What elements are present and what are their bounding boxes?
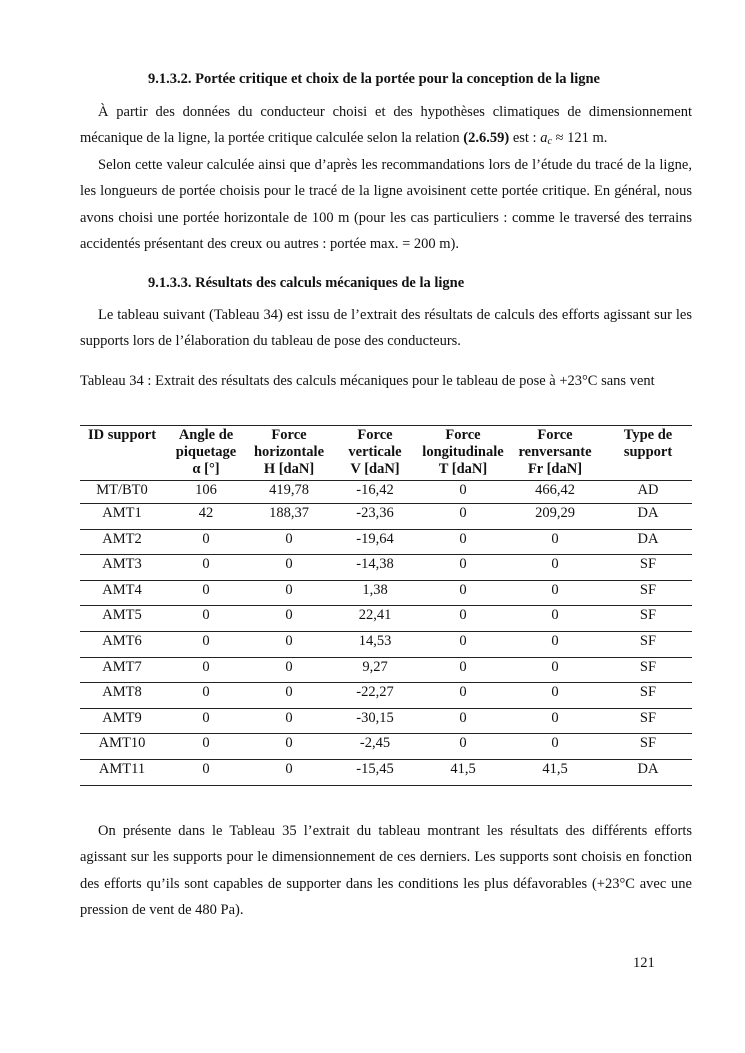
table-row [80,504,692,530]
table-cell: AMT3 [80,555,164,581]
table-row [80,631,692,657]
table-cell: -15,45 [330,759,420,785]
table-cell: 0 [506,631,604,657]
header-line: T [daN] [438,461,488,477]
table-row [80,555,692,581]
table-cell: 0 [248,657,330,683]
table-body [80,481,692,786]
header-line: Type de [623,427,673,443]
paragraph-critical-span [80,99,692,156]
table-cell: 0 [420,734,506,760]
table-cell: 0 [248,529,330,555]
table-row [80,657,692,683]
table-header-row [80,426,692,481]
table-cell: 0 [164,734,248,760]
table-cell: AMT10 [80,734,164,760]
table-cell: 0 [164,759,248,785]
paragraph-text: est : [509,130,541,147]
table-cell: 0 [248,734,330,760]
table-row [80,734,692,760]
table-cell: 41,5 [506,759,604,785]
table-cell: 0 [420,683,506,709]
table-cell: -16,42 [330,481,420,504]
table-cell: 0 [248,580,330,606]
table-cell: AMT8 [80,683,164,709]
table-cell: 106 [164,481,248,504]
table-cell: AMT6 [80,631,164,657]
table-cell: 0 [420,481,506,504]
table-cell: 0 [164,606,248,632]
table-cell: SF [604,683,692,709]
table-row [80,606,692,632]
header-line: Force [537,427,573,443]
table-cell: 0 [164,555,248,581]
table-cell: SF [604,631,692,657]
header-line: ID support [87,427,157,443]
header-line: longitudinale [422,444,504,460]
paragraph-span-choice [80,152,692,258]
table-cell: SF [604,657,692,683]
table-cell: 0 [164,631,248,657]
table-cell: 1,38 [330,580,420,606]
table-cell: 0 [164,708,248,734]
table-cell: 0 [420,708,506,734]
table-cell: 42 [164,504,248,530]
table-cell: 0 [248,708,330,734]
table-cell: 9,27 [330,657,420,683]
table-header-cell [604,426,692,481]
table-cell: 0 [506,555,604,581]
header-line: Fr [daN] [527,461,583,477]
header-line: support [623,444,673,460]
header-line: verticale [348,444,402,460]
paragraph-table-35 [80,818,692,924]
equation-reference: (2.6.59) [463,130,510,147]
variable-subscript: c [547,136,552,148]
table-cell: 0 [506,580,604,606]
table-cell: AD [604,481,692,504]
table-cell: DA [604,759,692,785]
header-line: horizontale [253,444,325,460]
header-line: Angle de [178,427,234,443]
table-cell: SF [604,734,692,760]
table-cell: MT/BT0 [80,481,164,504]
table-cell: DA [604,529,692,555]
table-cell: AMT2 [80,529,164,555]
table-cell: AMT7 [80,657,164,683]
table-cell: 0 [248,606,330,632]
paragraph-text: Selon cette valeur calculée ainsi que d’après les recommandations lors de l’étude du tracé de la ligne, les longueurs de portée choisis pour le tracé de la ligne avoisinent cette portée critique. En général, nous avons choisi une portée horizontale de 100 m (pour les cas particuliers : comme le traversé des terrains accidentés présentant des creux ou autres : portée max. = 200 m). [80,157,692,253]
section-heading-9-1-3-3: 9.1.3.3. Résultats des calculs mécaniques de la ligne [148,275,465,291]
mechanical-results-table [80,425,692,786]
section-heading-9-1-3-2: 9.1.3.2. Portée critique et choix de la portée pour la conception de la ligne [148,71,600,87]
table-cell: -22,27 [330,683,420,709]
table-cell: -2,45 [330,734,420,760]
table-cell: -14,38 [330,555,420,581]
header-line: α [°] [192,461,220,477]
table-cell: -30,15 [330,708,420,734]
table-row [80,708,692,734]
table-header-cell [80,426,164,481]
table-cell: DA [604,504,692,530]
table-cell: AMT1 [80,504,164,530]
table-cell: 0 [420,657,506,683]
table-cell: AMT9 [80,708,164,734]
header-line: piquetage [175,444,237,460]
table-cell: 41,5 [420,759,506,785]
table-cell: 0 [248,555,330,581]
header-line: Force [271,427,307,443]
table-cell: -19,64 [330,529,420,555]
header-line: V [daN] [350,461,400,477]
table-cell: 0 [164,580,248,606]
paragraph-text: Le tableau suivant (Tableau 34) est issu de l’extrait des résultats de calculs des efforts agissant sur les supports lors de l’élaboration du tableau de pose des conducteurs. [80,307,692,350]
header-line: Force [445,427,481,443]
table-row [80,759,692,785]
variable-a: a [540,130,548,147]
table-cell: 0 [164,683,248,709]
header-line: Force [357,427,393,443]
table-header-cell [420,426,506,481]
table-cell: 466,42 [506,481,604,504]
table-cell: 0 [420,529,506,555]
table-row [80,580,692,606]
table-cell: 0 [506,734,604,760]
table-cell: 0 [506,708,604,734]
table-row [80,481,692,504]
table-cell: SF [604,708,692,734]
table-header-cell [164,426,248,481]
table-cell: AMT11 [80,759,164,785]
paragraph-table-intro [80,302,692,355]
table-cell: 0 [420,631,506,657]
table-cell: 0 [248,683,330,709]
table-cell: 0 [420,504,506,530]
table-cell: 14,53 [330,631,420,657]
paragraph-text: ≈ 121 m. [551,130,608,147]
table-cell: 0 [420,580,506,606]
table-cell: SF [604,555,692,581]
table-cell: 0 [506,529,604,555]
table-cell: AMT5 [80,606,164,632]
table-cell: -23,36 [330,504,420,530]
table-cell: 0 [420,555,506,581]
table-cell: 419,78 [248,481,330,504]
paragraph-text: On présente dans le Tableau 35 l’extrait du tableau montrant les résultats des différents efforts agissant sur les supports pour le dimensionnement de ces derniers. Les supports sont choisis en fonction des efforts qu’ils sont capables de supporter dans les conditions les plus défavorables (+23°C avec une pression de vent de 480 Pa). [80,823,692,919]
paragraph-text: À partir des données du conducteur choisi et des hypothèses climatiques de dimensionnement mécanique de la ligne, la portée critique calculée selon la relation [80,104,692,147]
table-caption: Tableau 34 : Extrait des résultats des calculs mécaniques pour le tableau de pose à +23°C sans vent [80,373,655,389]
header-line: renversante [518,444,592,460]
table-row [80,529,692,555]
table-cell: 188,37 [248,504,330,530]
table-cell: 0 [506,606,604,632]
table-cell: 0 [164,657,248,683]
page-number: 121 [633,955,655,971]
header-line: H [daN] [263,461,315,477]
table-cell: 0 [164,529,248,555]
table-cell: SF [604,580,692,606]
table-cell: 0 [248,631,330,657]
table-cell: 22,41 [330,606,420,632]
table-cell: 0 [420,606,506,632]
table-header-cell [506,426,604,481]
table-header-cell [330,426,420,481]
table-cell: SF [604,606,692,632]
table-cell: 0 [506,683,604,709]
table-cell: 0 [506,657,604,683]
table-cell: 209,29 [506,504,604,530]
table-cell: AMT4 [80,580,164,606]
table-row [80,683,692,709]
table-cell: 0 [248,759,330,785]
table-header-cell [248,426,330,481]
